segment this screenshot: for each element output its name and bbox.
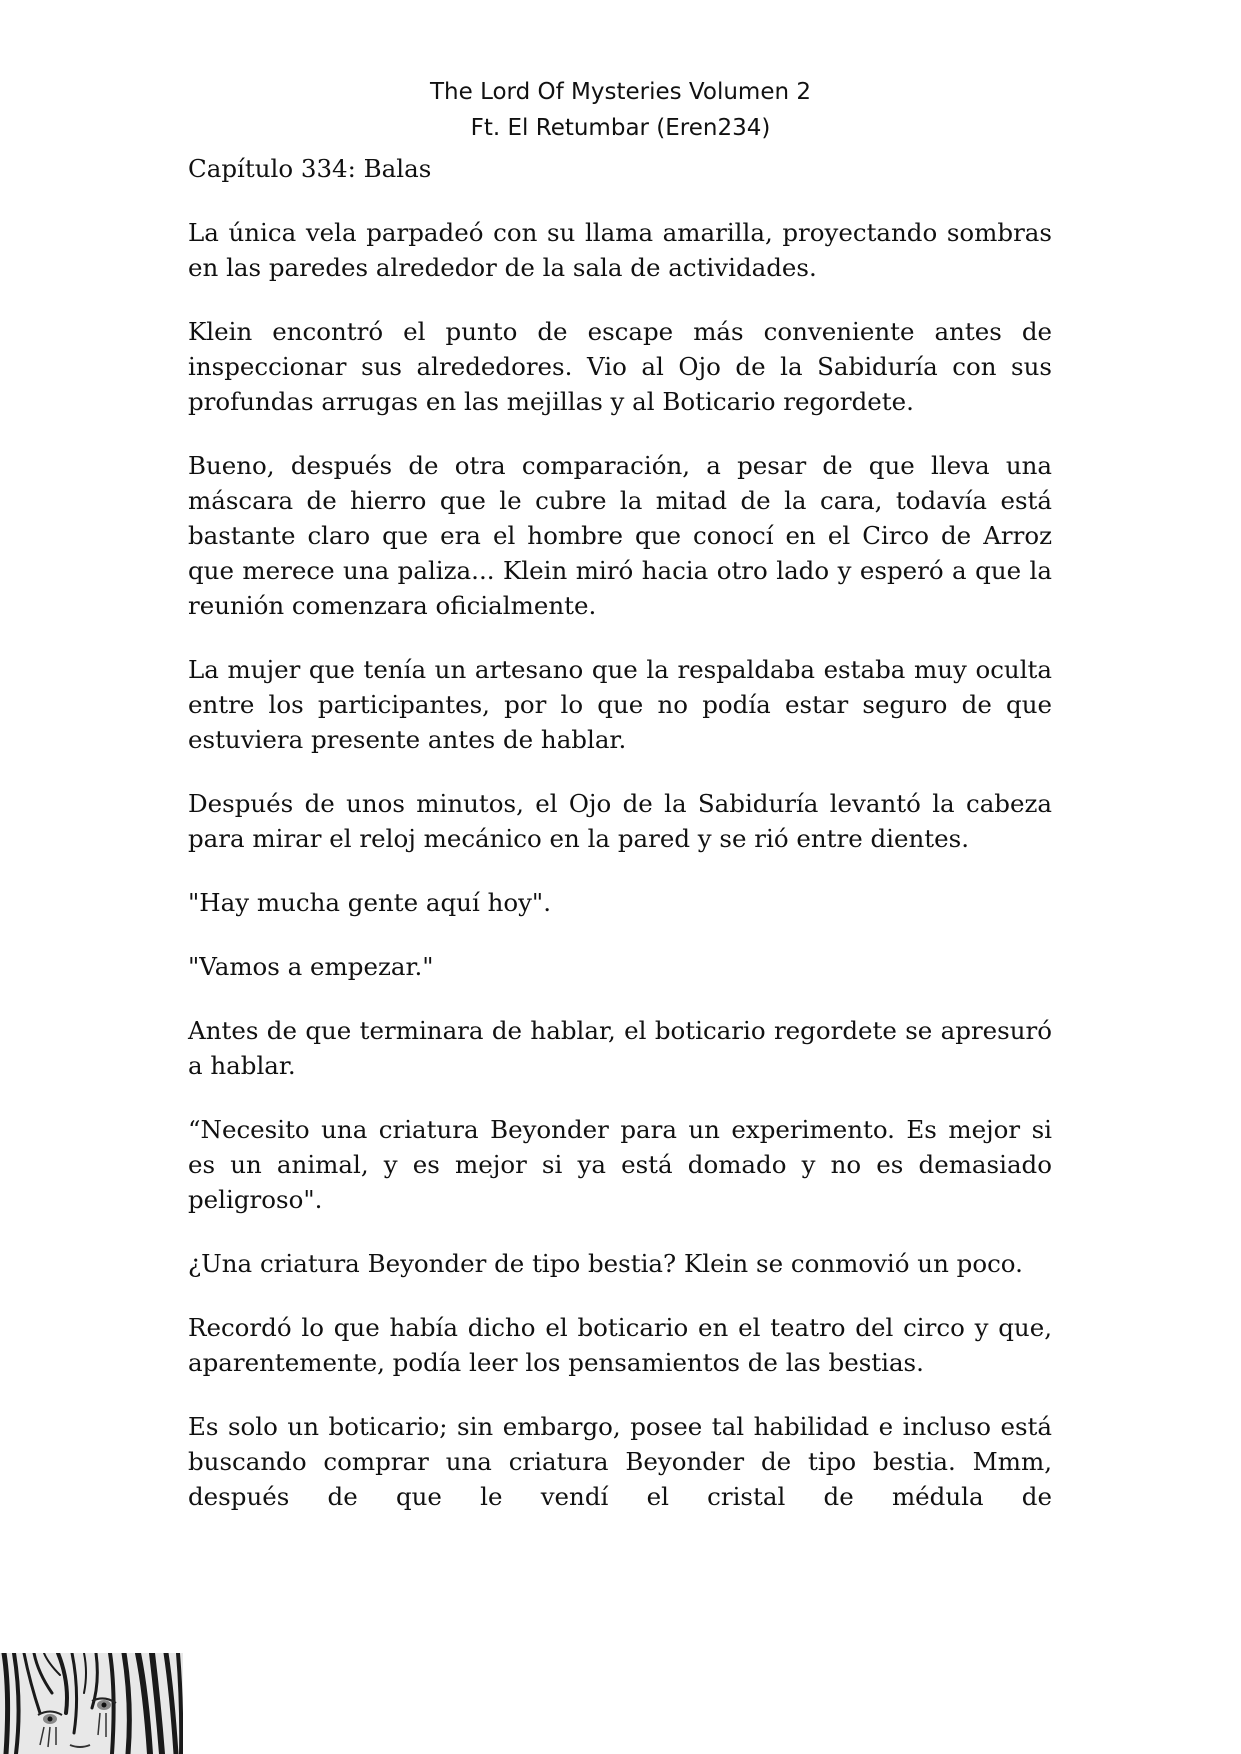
paragraph: "Vamos a empezar." — [188, 952, 434, 981]
paragraph: La mujer que tenía un artesano que la respaldaba estaba muy oculta entre los participantes, por lo que no podía estar seguro de que estuviera presente antes de hablar. — [188, 655, 1052, 754]
paragraph: Antes de que terminara de hablar, el boticario regordete se apresuró a hablar. — [188, 1016, 1052, 1080]
header-translator-credit: Ft. El Retumbar (Eren234) — [470, 115, 771, 141]
paragraph: “Necesito una criatura Beyonder para un experimento. Es mejor si es un animal, y es mejor si ya está domado y no es demasiado peligroso". — [188, 1115, 1052, 1214]
anime-character-portrait-icon — [0, 1653, 183, 1754]
chapter-body — [188, 151, 1052, 1514]
paragraph: Klein encontró el punto de escape más conveniente antes de inspeccionar sus alrededores. Vio al Ojo de la Sabiduría con sus profundas arrugas en las mejillas y al Boticario regordete. — [188, 317, 1052, 416]
paragraph: Recordó lo que había dicho el boticario en el teatro del circo y que, aparentemente, podía leer los pensamientos de las bestias. — [188, 1313, 1052, 1377]
header-book-title: The Lord Of Mysteries Volumen 2 — [429, 79, 811, 105]
paragraph: "Hay mucha gente aquí hoy". — [188, 888, 551, 917]
chapter-title: Capítulo 334: Balas — [188, 154, 432, 183]
paragraph: Es solo un boticario; sin embargo, posee tal habilidad e incluso está buscando comprar una criatura Beyonder de tipo bestia. Mmm, después de que le vendí el cristal de médula de — [188, 1412, 1052, 1511]
paragraph: ¿Una criatura Beyonder de tipo bestia? Klein se conmovió un poco. — [188, 1249, 1023, 1278]
page-header — [0, 74, 1241, 146]
paragraph: Bueno, después de otra comparación, a pesar de que lleva una máscara de hierro que le cubre la mitad de la cara, todavía está bastante claro que era el hombre que conocí en el Circo de Arroz que merece una paliza... Klein miró hacia otro lado y esperó a que la reunión comenzara oficialmente. — [188, 451, 1052, 620]
paragraph: La única vela parpadeó con su llama amarilla, proyectando sombras en las paredes alrededor de la sala de actividades. — [188, 218, 1052, 282]
paragraph: Después de unos minutos, el Ojo de la Sabiduría levantó la cabeza para mirar el reloj mecánico en la pared y se rió entre dientes. — [188, 789, 1052, 853]
